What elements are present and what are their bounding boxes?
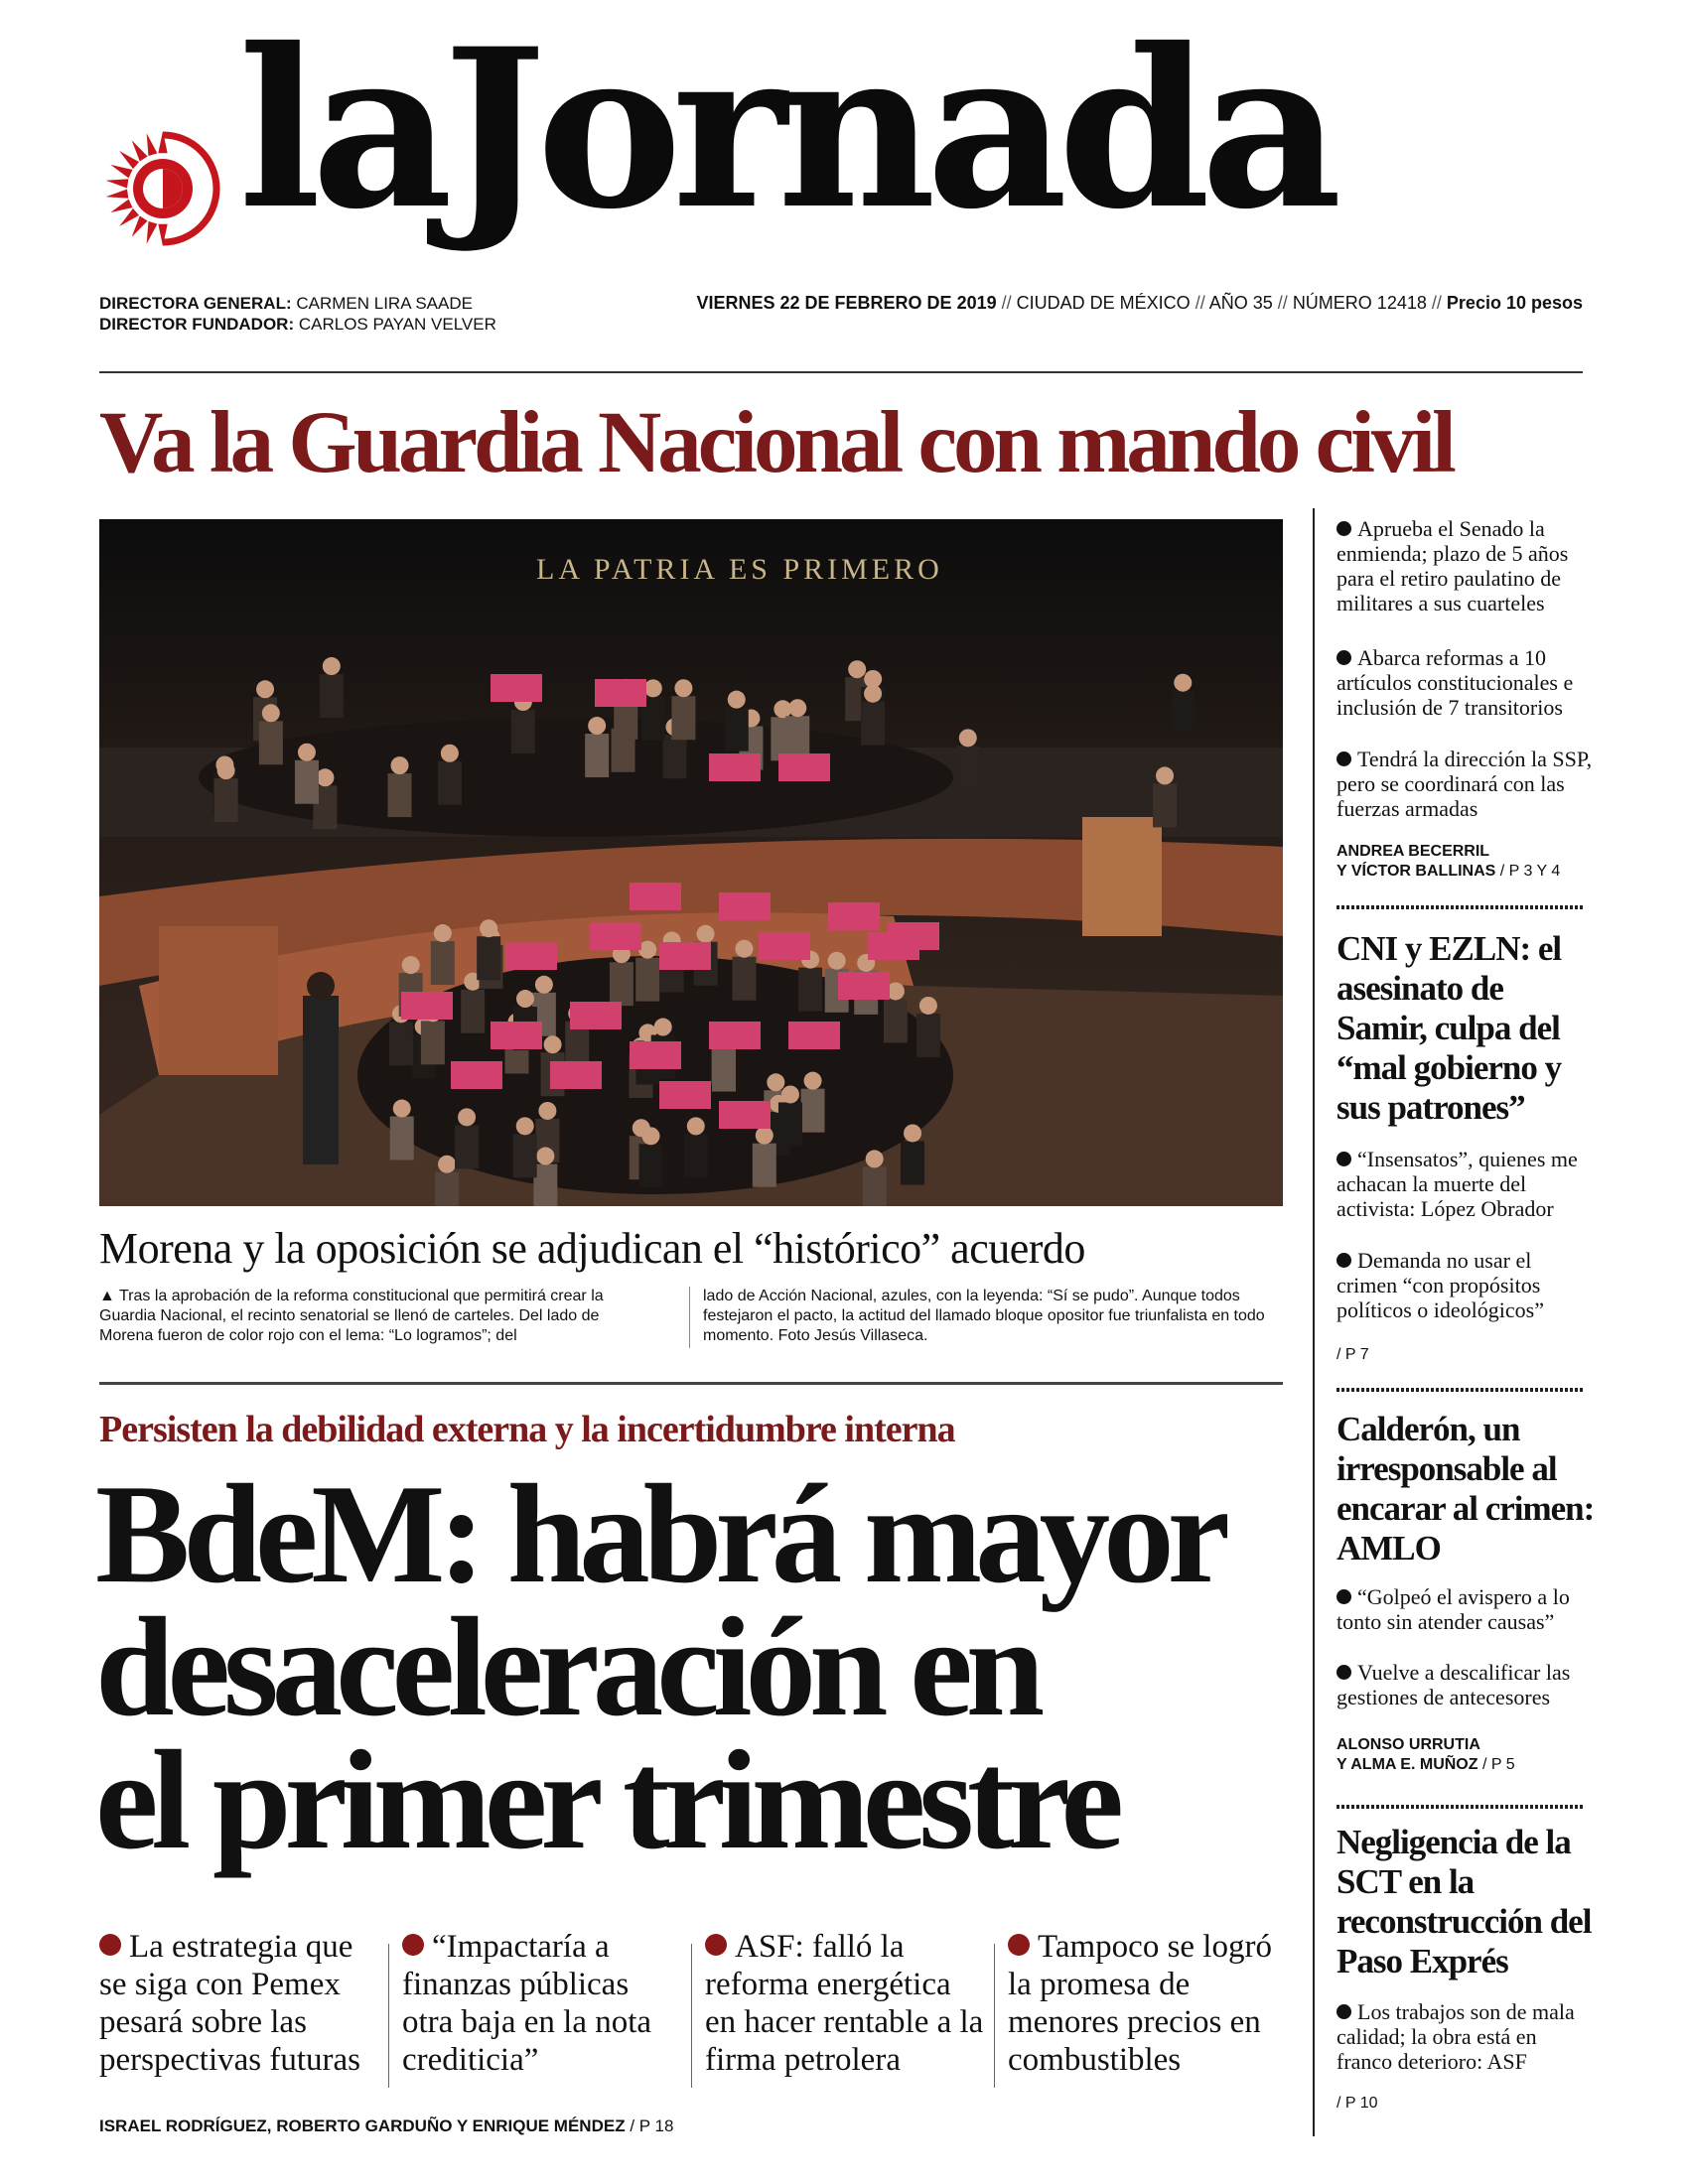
staff-label: DIRECTOR FUNDADOR: (99, 315, 295, 334)
byline-name: ALONSO URRUTIA (1336, 1736, 1480, 1753)
triangle-marker-icon: ▲ (99, 1288, 115, 1304)
crowd-figure-head (402, 956, 420, 974)
bullet-dot-icon (1336, 521, 1351, 536)
sidebar-separator (1336, 1805, 1583, 1809)
crowd-figure (1171, 691, 1195, 735)
crowd-figure-head (588, 717, 606, 735)
caption-text: Tras la aprobación de la reforma constitucional que permitirá crear la Guardia Nacional, el recinto senatorial se llenó de carteles. Del lado de Morena fueron de color rojo con el lema: “Lo logramos”; del (99, 1288, 604, 1344)
staff-line-founder (99, 314, 496, 335)
crowd-figure (732, 957, 756, 1001)
crowd-figure-head (642, 1127, 660, 1145)
story-bullet (99, 1928, 382, 2079)
crowd-figure (863, 1166, 887, 1206)
protest-sign (401, 992, 453, 1020)
crowd-figure (431, 941, 455, 985)
column-divider (994, 1944, 995, 2088)
bullet-text: Aprueba el Senado la enmienda; plazo de 5 años para el retiro paulatino de militares a sus cuarteles (1336, 516, 1569, 615)
protest-sign (491, 1022, 542, 1049)
crowd-figure (712, 1048, 736, 1092)
crowd-figure (684, 1134, 708, 1177)
issue-number: NÚMERO 12418 (1292, 293, 1427, 313)
sidebar-story-headline: CNI y EZLN: el asesinato de Samir, culpa del “mal gobierno y sus patrones” (1336, 929, 1562, 1127)
crowd-figure (901, 1141, 924, 1184)
crowd-figure (513, 1134, 537, 1177)
photo-caption-column (99, 1287, 657, 1346)
byline-names: ISRAEL RODRÍGUEZ, ROBERTO GARDUÑO Y ENRIQUE MÉNDEZ (99, 2116, 626, 2135)
crowd-figure (861, 702, 885, 746)
staff-line-director (99, 293, 473, 314)
crowd-figure-head (828, 952, 846, 970)
headline-line: BdeM: habrá mayor (95, 1455, 1224, 1612)
separator: // (1001, 293, 1012, 313)
crowd-figure (956, 746, 980, 789)
headline-line: el primer trimestre (95, 1721, 1117, 1878)
sidebar-story-headline: Calderón, un irresponsable al encarar al crimen: AMLO (1336, 1410, 1595, 1568)
crowd-figure-head (756, 1127, 774, 1145)
sun-logo-icon (95, 121, 230, 256)
story-byline (99, 2116, 673, 2136)
crowd-figure (259, 721, 283, 764)
crowd-figure-head (781, 1085, 799, 1103)
crowd-figure-head (441, 745, 459, 762)
crowd-figure-head (654, 1019, 672, 1036)
crowd-figure (320, 674, 344, 718)
protest-sign (759, 932, 810, 960)
bullet-dot-icon (1008, 1934, 1030, 1956)
crowd-figure (610, 962, 633, 1006)
caption-divider (689, 1287, 690, 1348)
crowd-figure-head (866, 1150, 884, 1167)
protest-sign (659, 942, 711, 970)
crowd-figure-head (1174, 674, 1192, 692)
crowd-figure (511, 710, 535, 753)
protest-sign (630, 883, 681, 910)
crowd-figure (785, 716, 809, 759)
crowd-figure (477, 936, 500, 980)
crowd-figure-head (516, 990, 534, 1008)
sidebar-story-headline: Negligencia de la SCT en la reconstrucción del Paso Exprés (1336, 1823, 1592, 1980)
bullet-dot-icon (99, 1934, 121, 1956)
bullet-text: La estrategia que se siga con Pemex pesará sobre las perspectivas futuras (99, 1929, 360, 2078)
sun-ray (106, 179, 129, 188)
crowd-figure (461, 990, 485, 1033)
crowd-figure-head (1156, 766, 1174, 784)
masthead-divider (99, 371, 1583, 373)
bullet-text: “Impactaría a finanzas públicas otra baja en la nota crediticia” (402, 1929, 652, 2078)
story-bullet (402, 1928, 685, 2079)
sidebar-bullet (1336, 1147, 1595, 1221)
crowd-figure (916, 1014, 940, 1057)
issue-price: Precio 10 pesos (1446, 293, 1583, 313)
sidebar-bullet (1336, 1660, 1595, 1709)
crowd-figure (435, 1172, 459, 1206)
bullet-dot-icon (705, 1934, 727, 1956)
page-reference: / P 10 (1336, 2095, 1378, 2112)
crowd-figure (295, 760, 319, 804)
protest-sign (659, 1081, 711, 1109)
crowd-figure (438, 761, 462, 805)
crowd-figure (635, 958, 659, 1002)
section-divider (99, 1382, 1283, 1385)
staff-name: CARMEN LIRA SAADE (296, 294, 473, 313)
crowd-figure-head (298, 744, 316, 761)
crowd-figure (421, 1021, 445, 1064)
crowd-figure-head (864, 685, 882, 703)
sun-ray (110, 200, 132, 213)
sidebar-bullet (1336, 1584, 1595, 1634)
protest-sign (630, 1041, 681, 1069)
separator: // (1195, 293, 1205, 313)
bullet-text: “Golpeó el avispero a lo tonto sin atender causas” (1336, 1584, 1570, 1634)
sidebar-bullet (1336, 645, 1595, 720)
lead-headline: Va la Guardia Nacional con mando civil (99, 394, 1453, 491)
bullet-text: Vuelve a descalificar las gestiones de antecesores (1336, 1660, 1571, 1709)
protest-sign (778, 753, 830, 781)
crowd-figure-head (434, 924, 452, 942)
story-headline (95, 1455, 1297, 1878)
crowd-figure (778, 1102, 802, 1146)
crowd-figure-head (959, 729, 977, 747)
crowd-figure-head (535, 976, 553, 994)
crowd-figure (884, 999, 908, 1042)
staff-name: CARLOS PAYAN VELVER (298, 315, 496, 334)
byline-name: Y ALMA E. MUÑOZ (1336, 1756, 1478, 1773)
crowd-figure-head (804, 1072, 822, 1090)
dateline (697, 293, 1584, 314)
crowd-figure-head (262, 704, 280, 722)
issue-year: AÑO 35 (1208, 293, 1273, 313)
crowd-figure-head (919, 997, 937, 1015)
protest-sign (888, 922, 939, 950)
sidebar-bullet (1336, 1248, 1595, 1322)
senate-photo (99, 519, 1283, 1206)
sidebar-byline (1336, 1735, 1595, 1775)
crowd-figure-head (687, 1117, 705, 1135)
crowd-figure-head (316, 768, 334, 786)
bullet-dot-icon (402, 1934, 424, 1956)
crowd-figure (753, 1144, 776, 1187)
page-reference: / P 3 Y 4 (1499, 863, 1561, 880)
page-reference: / P 18 (630, 2116, 674, 2135)
protest-sign (595, 679, 646, 707)
protest-sign (451, 1061, 502, 1089)
photo-caption-column: lado de Acción Nacional, azules, con la leyenda: “Sí se pudo”. Aunque todos festejaron el pacto, la actitud del llamado bloque opositor fue triunfalista en todo momento. Foto Jesús Villaseca. (703, 1288, 1265, 1344)
protest-sign (709, 1022, 761, 1049)
column-divider (388, 1944, 389, 2088)
crowd-figure (671, 696, 695, 740)
masthead-name: laJornada (238, 0, 1333, 257)
sun-ray (132, 216, 148, 237)
sun-ray (106, 189, 129, 198)
crowd-figure-head (391, 756, 409, 774)
story-bullet (705, 1928, 988, 2079)
column-divider (691, 1944, 692, 2088)
crowd-figure (214, 778, 238, 822)
bullet-text: Tampoco se logró la promesa de menores precios en combustibles (1008, 1929, 1272, 2078)
page-reference: / P 5 (1481, 1756, 1515, 1773)
crowd-figure-head (217, 761, 235, 779)
bullet-dot-icon (1336, 1665, 1351, 1680)
sun-ray (132, 140, 148, 161)
crowd-figure (662, 735, 686, 778)
protest-sign (590, 922, 641, 950)
crowd-figure-head (788, 699, 806, 717)
sun-ray (110, 165, 132, 179)
protest-sign (570, 1002, 622, 1029)
protest-sign (719, 892, 771, 920)
bullet-text: Tendrá la dirección la SSP, pero se coordinará con las fuerzas armadas (1336, 747, 1593, 821)
crowd-figure-head (904, 1124, 921, 1142)
sidebar-bullet (1336, 747, 1595, 821)
sun-ray (147, 133, 158, 156)
crowd-figure (585, 734, 609, 777)
sidebar-divider (1313, 508, 1315, 2136)
photo-caption-headline: Morena y la oposición se adjudican el “histórico” acuerdo (99, 1224, 1085, 1273)
protest-sign (788, 1022, 840, 1049)
story-bullet (1008, 1928, 1291, 2079)
crowd-figure (725, 708, 749, 751)
crowd-figure-head (516, 1117, 534, 1135)
crowd-figure (1153, 783, 1177, 827)
crowd-figure-head (480, 919, 497, 937)
crowd-figure-head (256, 680, 274, 698)
crowd-figure-head (848, 660, 866, 678)
byline-name: ANDREA BECERRIL (1336, 843, 1490, 860)
issue-city: CIUDAD DE MÉXICO (1016, 293, 1191, 313)
crowd-figure-head (538, 1102, 556, 1120)
issue-date: VIERNES 22 DE FEBRERO DE 2019 (696, 293, 997, 313)
crowd-figure (639, 1144, 663, 1187)
bullet-dot-icon (1336, 1152, 1351, 1166)
crowd-figure (388, 773, 412, 817)
separator: // (1277, 293, 1288, 313)
sidebar-separator (1336, 1388, 1583, 1392)
crowd-figure-head (728, 691, 746, 709)
crowd-figure-head (438, 1156, 456, 1173)
photo-inscription: LA PATRIA ES PRIMERO (536, 553, 943, 586)
page-reference: / P 7 (1336, 1346, 1369, 1363)
crowd-figure (390, 1117, 414, 1160)
protest-sign (838, 972, 890, 1000)
crowd-figure (455, 1125, 479, 1168)
bullet-dot-icon (1336, 1589, 1351, 1604)
headline-line: desaceleración en (95, 1588, 1039, 1745)
crowd-figure-head (458, 1108, 476, 1126)
staff-label: DIRECTORA GENERAL: (99, 294, 292, 313)
sidebar-bullet (1336, 516, 1595, 615)
sun-ray (147, 221, 158, 244)
sun-ray (119, 151, 139, 169)
separator: // (1431, 293, 1442, 313)
bullet-text: ASF: falló la reforma energética en hacer rentable a la firma petrolera (705, 1929, 984, 2078)
bullet-text: “Insensatos”, quienes me achacan la muerte del activista: López Obrador (1336, 1147, 1578, 1221)
crowd-figure (798, 968, 822, 1012)
bullet-text: Los trabajos son de mala calidad; la obra está en franco deterioro: ASF (1336, 1999, 1575, 2074)
crowd-figure (389, 1022, 413, 1065)
byline-name: Y VÍCTOR BALLINAS (1336, 863, 1496, 880)
crowd-figure-head (735, 940, 753, 958)
crowd-figure-head (644, 679, 662, 697)
bullet-text: Demanda no usar el crimen “con propósitos políticos o ideológicos” (1336, 1248, 1544, 1322)
protest-sign (828, 902, 880, 930)
protest-sign (709, 753, 761, 781)
crowd-figure-head (674, 679, 692, 697)
crowd-figure-head (393, 1100, 411, 1118)
sidebar-byline (1336, 842, 1595, 882)
crowd-figure-head (544, 1035, 562, 1053)
bullet-dot-icon (1336, 650, 1351, 665)
crowd-figure-head (697, 925, 715, 943)
protest-sign (550, 1061, 602, 1089)
bullet-dot-icon (1336, 1253, 1351, 1268)
crowd-figure-head (323, 657, 341, 675)
sidebar-separator (1336, 905, 1583, 909)
sidebar-bullet (1336, 1999, 1595, 2074)
sun-ray (119, 208, 139, 226)
crowd-figure (801, 1089, 825, 1133)
bullet-dot-icon (1336, 751, 1351, 766)
bullet-text: Abarca reformas a 10 artículos constitucionales e inclusión de 7 transitorios (1336, 645, 1574, 720)
protest-sign (505, 942, 557, 970)
crowd-figure-head (767, 1073, 784, 1091)
protest-sign (491, 674, 542, 702)
crowd-figure (533, 1164, 557, 1206)
story-kicker: Persisten la debilidad externa y la incertidumbre interna (99, 1409, 955, 1450)
protest-sign (719, 1101, 771, 1129)
crowd-figure-head (536, 1148, 554, 1165)
bullet-dot-icon (1336, 2004, 1351, 2019)
